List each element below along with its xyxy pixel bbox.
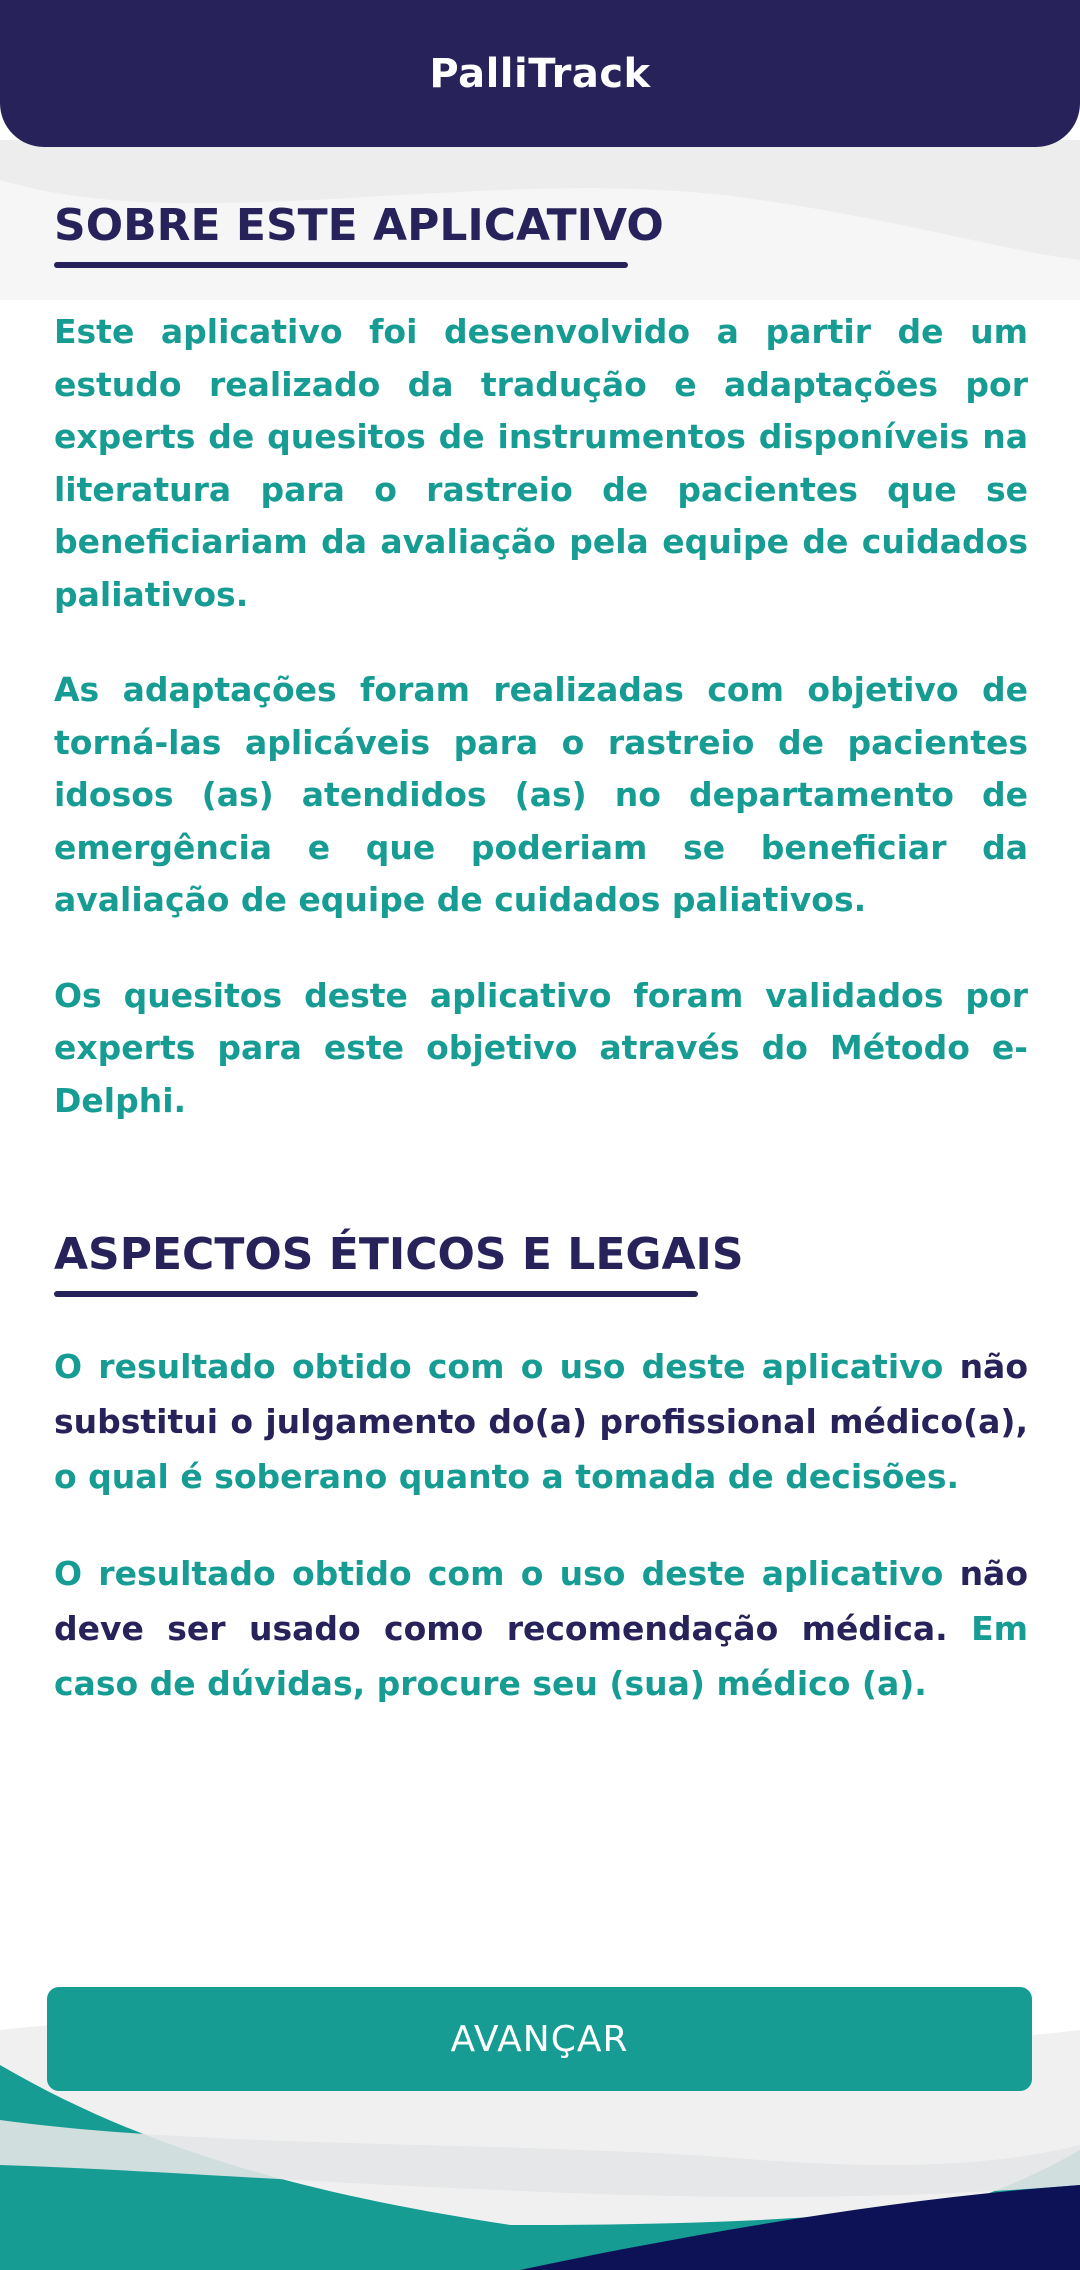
about-paragraph-1: Este aplicativo foi desenvolvido a partir de um estudo realizado da tradução e adaptações por experts de quesitos de instrumentos disponíveis na literatura para o rastreio de pacientes que se beneficiariam da avaliação pela equipe de cuidados paliativos. xyxy=(54,312,1028,614)
ethics-paragraph-2-emphasis: não deve ser usado como recomendação médica. xyxy=(54,1554,1028,1648)
ethics-paragraph-1-emphasis: não substitui o julgamento do(a) profissional médico(a), xyxy=(54,1347,1028,1441)
ethics-paragraph-2-part-3: Em caso de dúvidas, procure seu (sua) médico (a). xyxy=(54,1609,1028,1703)
ethics-paragraph-2-part-1: O resultado obtido com o uso deste aplicativo xyxy=(54,1554,960,1593)
app-title: PalliTrack xyxy=(429,50,651,97)
ethics-paragraph-1-part-3: o qual é soberano quanto a tomada de decisões. xyxy=(54,1457,960,1496)
about-paragraph-2: As adaptações foram realizadas com objetivo de torná-las aplicáveis para o rastreio de pacientes idosos (as) atendidos (as) no departamento de emergência e que poderiam se beneficiar da avaliação de equipe de cuidados paliativos. xyxy=(54,670,1028,919)
ethics-section-title: ASPECTOS ÉTICOS E LEGAIS xyxy=(54,1229,744,1280)
about-section-title: SOBRE ESTE APLICATIVO xyxy=(54,200,664,251)
app-header xyxy=(0,0,1080,147)
ethics-paragraph-1 xyxy=(54,1339,1028,1504)
ethics-title-underline xyxy=(54,1291,698,1297)
about-title-underline xyxy=(54,262,628,268)
advance-button[interactable]: AVANÇAR xyxy=(47,1987,1032,2091)
about-paragraph-3: Os quesitos deste aplicativo foram validados por experts para este objetivo através do Método e-Delphi. xyxy=(54,975,1028,1120)
main-content xyxy=(54,196,1028,1711)
ethics-paragraph-1-part-1: O resultado obtido com o uso deste aplicativo xyxy=(54,1347,960,1386)
ethics-paragraph-2 xyxy=(54,1546,1028,1711)
